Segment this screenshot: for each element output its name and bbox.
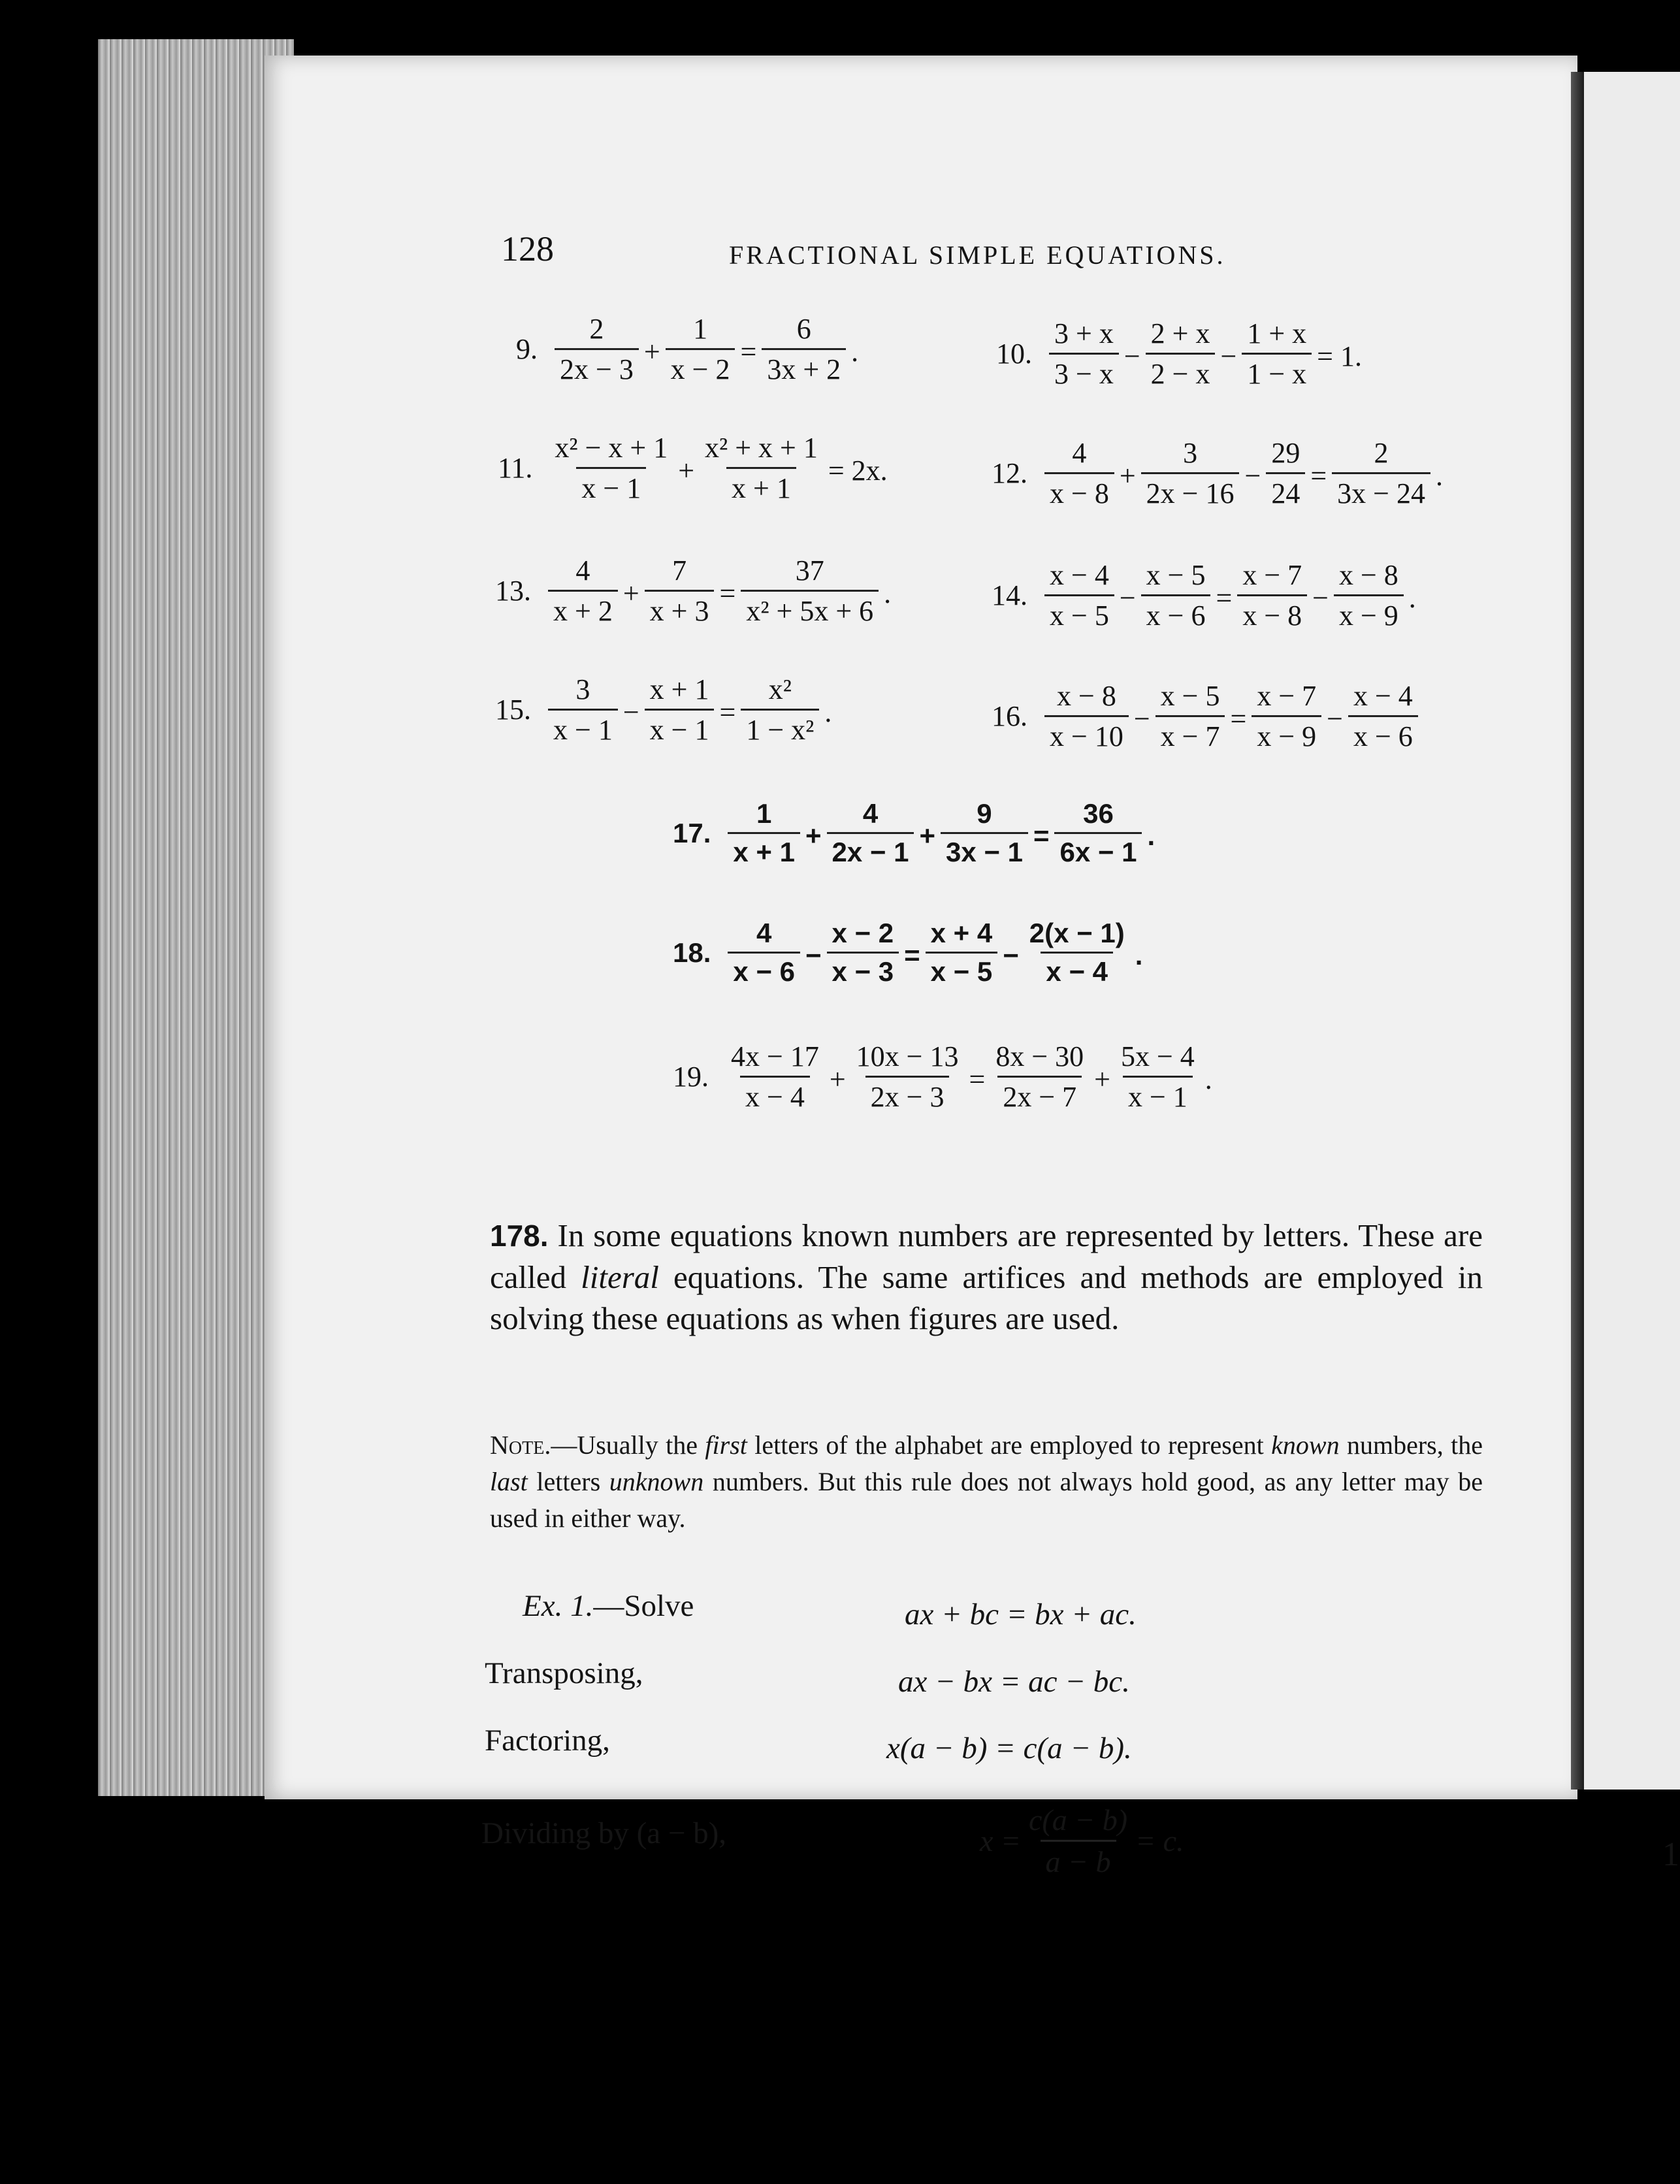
operator: = 2x. — [828, 455, 888, 487]
numerator: x − 4 — [1353, 680, 1413, 712]
denominator: 2x − 1 — [827, 832, 914, 868]
numerator: 1 — [756, 798, 772, 829]
exercise-11 — [498, 431, 890, 505]
numerator: 4 — [1072, 437, 1087, 469]
numerator: x − 5 — [1160, 680, 1220, 712]
operator: + — [1119, 460, 1136, 492]
fraction — [1044, 436, 1114, 510]
exercise-number: 11. — [498, 452, 533, 484]
operator: + — [622, 577, 639, 609]
fraction — [1044, 679, 1129, 753]
exercise-13 — [495, 554, 894, 628]
denominator: x + 3 — [645, 590, 715, 628]
fraction — [990, 1040, 1089, 1114]
exercise-number: 9. — [516, 333, 538, 365]
exercise-12 — [992, 436, 1446, 510]
numerator: 3 + x — [1054, 317, 1114, 349]
page-number: 128 — [501, 229, 554, 268]
numerator: 3 — [575, 673, 590, 705]
operator: = — [904, 939, 920, 971]
numerator: x − 5 — [1146, 559, 1206, 591]
denominator: x − 1 — [1123, 1076, 1193, 1114]
note-paragraph: Note.—Usually the first letters of the alphabet are employed to represent known numbers, the last letters unknown numbers. But this rule does not always hold good, as any letter may be used in either way. — [490, 1430, 1483, 1533]
numerator: 5x − 4 — [1120, 1040, 1195, 1072]
numerator: 7 — [672, 554, 687, 586]
operator: + — [919, 820, 935, 851]
denominator: x − 1 — [645, 709, 715, 747]
fraction — [941, 798, 1028, 868]
exercise-number: 13. — [495, 575, 531, 607]
denominator: 3x − 1 — [941, 832, 1028, 868]
fraction — [1141, 436, 1240, 510]
operator: = 1. — [1317, 340, 1362, 372]
operator: + — [678, 455, 695, 487]
exercise-number: 19. — [673, 1061, 709, 1093]
operator: . — [884, 577, 892, 609]
step-factoring-label: Factoring, — [485, 1724, 610, 1758]
operator: . — [1204, 1063, 1212, 1095]
facing-page-number: 1 — [1662, 1836, 1679, 1873]
operator: = — [740, 336, 757, 368]
fraction — [548, 673, 618, 747]
numerator: x + 1 — [649, 673, 709, 705]
exercise-16 — [992, 679, 1421, 753]
denominator: 2x − 7 — [997, 1076, 1082, 1114]
operator: − — [1119, 582, 1136, 614]
numerator: 3 — [1183, 437, 1198, 469]
operator: = — [1216, 582, 1233, 614]
fraction — [645, 673, 715, 747]
operator: = — [969, 1063, 986, 1095]
step-transposing-label: Transposing, — [485, 1656, 643, 1690]
fraction — [1332, 436, 1430, 510]
operator: − — [1312, 582, 1329, 614]
fraction — [1266, 436, 1305, 510]
operator: = — [719, 577, 736, 609]
numerator: 2 — [1374, 437, 1389, 469]
numerator: 2 + x — [1150, 317, 1210, 349]
note-label: Note. — [490, 1430, 551, 1460]
fraction — [1049, 317, 1119, 391]
numerator: x − 2 — [832, 918, 894, 948]
operator: = — [1310, 460, 1327, 492]
numerator: 10x − 13 — [856, 1040, 959, 1072]
denominator: 6x − 1 — [1054, 832, 1142, 868]
section-178-paragraph: 178. In some equations known numbers are represented by letters. These are called literal equations. The same artifices and methods are employed in solving these equations as when figures are used. — [490, 1217, 1483, 1336]
denominator: x − 1 — [576, 467, 646, 505]
operator: . — [1435, 460, 1443, 492]
operator: − — [1133, 703, 1150, 735]
numerator: 1 + x — [1247, 317, 1307, 349]
exercise-17 — [673, 798, 1157, 868]
numerator: 29 — [1271, 437, 1300, 469]
numerator: 1 — [693, 313, 708, 345]
exercise-15 — [495, 673, 834, 747]
operator: = — [1033, 820, 1050, 851]
denominator: x + 1 — [728, 832, 800, 868]
denominator: 1 − x² — [741, 709, 819, 747]
fraction — [700, 431, 823, 505]
exercise-number: 18. — [673, 937, 711, 968]
exercise-number: 17. — [673, 817, 711, 848]
denominator: x − 6 — [1141, 594, 1211, 632]
fraction — [827, 798, 914, 868]
literal-term: literal — [581, 1259, 659, 1295]
fraction — [645, 554, 715, 628]
denominator: x + 2 — [548, 590, 618, 628]
numerator: 4 — [756, 918, 772, 948]
numerator: x² + x + 1 — [705, 432, 818, 464]
exercise-number: 16. — [992, 700, 1027, 732]
numerator: 36 — [1083, 798, 1114, 829]
exercise-19 — [673, 1040, 1215, 1114]
operator: − — [1327, 703, 1343, 735]
numerator: x − 7 — [1242, 559, 1302, 591]
denominator: x² + 5x + 6 — [741, 590, 879, 628]
denominator: x − 5 — [1044, 594, 1114, 632]
fraction — [926, 918, 998, 988]
operator: − — [622, 696, 639, 728]
denominator: x − 1 — [548, 709, 618, 747]
fraction — [728, 798, 800, 868]
denominator: 2x − 16 — [1141, 472, 1240, 510]
numerator: x² — [768, 673, 792, 705]
denominator: 2x − 3 — [555, 348, 639, 386]
denominator: x − 3 — [827, 952, 899, 988]
fraction — [1141, 558, 1211, 632]
fraction — [741, 554, 879, 628]
denominator: x + 1 — [726, 467, 796, 505]
fraction — [741, 673, 819, 747]
numerator: 37 — [795, 554, 824, 586]
operator: . — [1135, 939, 1143, 971]
denominator: x − 4 — [1041, 952, 1113, 988]
example-equation-1: ax + bc = bx + ac. — [905, 1598, 1137, 1631]
denominator: x − 2 — [666, 348, 735, 386]
operator: − — [1220, 340, 1237, 372]
numerator: 2(x − 1) — [1029, 918, 1125, 948]
fraction — [1334, 558, 1404, 632]
fraction — [549, 431, 673, 505]
operator: . — [824, 696, 832, 728]
operator: . — [1408, 582, 1416, 614]
numerator: x² − x + 1 — [555, 432, 668, 464]
denominator: x − 8 — [1044, 472, 1114, 510]
operator: . — [851, 336, 859, 368]
numerator: 4 — [862, 798, 879, 829]
denominator: 1 − x — [1242, 353, 1312, 391]
operator: + — [805, 820, 822, 851]
fraction — [1024, 918, 1130, 988]
operator: = — [719, 696, 736, 728]
numerator: 8x − 30 — [995, 1040, 1084, 1072]
operator: − — [1003, 939, 1019, 971]
operator: + — [643, 336, 660, 368]
operator: − — [1123, 340, 1140, 372]
fraction — [1348, 679, 1418, 753]
fraction — [1054, 798, 1142, 868]
exercise-number: 14. — [992, 579, 1027, 611]
denominator: x − 5 — [926, 952, 998, 988]
denominator: x − 6 — [728, 952, 800, 988]
numerator: x − 7 — [1257, 680, 1317, 712]
denominator: x − 9 — [1252, 715, 1321, 753]
denominator: x − 7 — [1155, 715, 1225, 753]
numerator: x − 8 — [1057, 680, 1116, 712]
denominator: 2 − x — [1146, 353, 1216, 391]
denominator: 3x − 24 — [1332, 472, 1430, 510]
fraction — [1242, 317, 1312, 391]
example-equation-2: ax − bx = ac − bc. — [898, 1665, 1130, 1699]
example-equation-4: x = $\frac{c(a - b)}{a - b}$ = c. — [980, 1803, 1184, 1878]
fraction — [728, 918, 800, 988]
operator: = — [1230, 703, 1247, 735]
fraction — [762, 312, 846, 386]
fraction — [851, 1040, 964, 1114]
operator: − — [805, 939, 822, 971]
denominator: 3 − x — [1049, 353, 1119, 391]
denominator: 3x + 2 — [762, 348, 846, 386]
denominator: x − 10 — [1044, 715, 1129, 753]
fraction — [726, 1040, 824, 1114]
exercise-number: 12. — [992, 457, 1027, 489]
operator: − — [1244, 460, 1261, 492]
fraction: $\frac{c(a - b)}{a - b}$ — [1028, 1803, 1128, 1878]
example-equation-3: x(a − b) = c(a − b). — [886, 1731, 1132, 1765]
operator: . — [1147, 820, 1155, 851]
denominator: 24 — [1266, 472, 1305, 510]
numerator: 9 — [977, 798, 992, 829]
denominator: 2x − 3 — [865, 1076, 950, 1114]
exercise-number: 10. — [996, 338, 1032, 370]
fraction — [555, 312, 639, 386]
fraction — [1116, 1040, 1200, 1114]
fraction — [1155, 679, 1225, 753]
fraction — [1146, 317, 1216, 391]
exercise-10 — [996, 317, 1365, 391]
fraction — [548, 554, 618, 628]
operator: + — [829, 1063, 846, 1095]
facing-page — [1584, 72, 1680, 1873]
exercise-9 — [516, 312, 861, 386]
exercise-number: 15. — [495, 694, 531, 726]
operator: + — [1094, 1063, 1110, 1095]
numerator: 2 — [589, 313, 604, 345]
denominator: x − 4 — [740, 1076, 810, 1114]
denominator: x − 9 — [1334, 594, 1404, 632]
running-title: FRACTIONAL SIMPLE EQUATIONS. — [729, 240, 1226, 270]
denominator: x − 8 — [1237, 594, 1307, 632]
numerator: 6 — [796, 313, 811, 345]
fraction — [1252, 679, 1321, 753]
numerator: x + 4 — [930, 918, 993, 948]
fraction — [827, 918, 899, 988]
fraction — [1044, 558, 1114, 632]
denominator: x − 6 — [1348, 715, 1418, 753]
numerator: 4x − 17 — [731, 1040, 819, 1072]
step-dividing-label: Dividing by (a − b), — [481, 1816, 727, 1850]
numerator: 4 — [575, 554, 590, 586]
section-number: 178. — [490, 1219, 549, 1253]
numerator: x − 8 — [1338, 559, 1398, 591]
exercise-14 — [992, 558, 1419, 632]
fraction — [666, 312, 735, 386]
fraction — [1237, 558, 1307, 632]
numerator: x − 4 — [1050, 559, 1109, 591]
exercise-18 — [673, 918, 1145, 988]
example-intro: Ex. 1.—Solve — [523, 1589, 694, 1623]
